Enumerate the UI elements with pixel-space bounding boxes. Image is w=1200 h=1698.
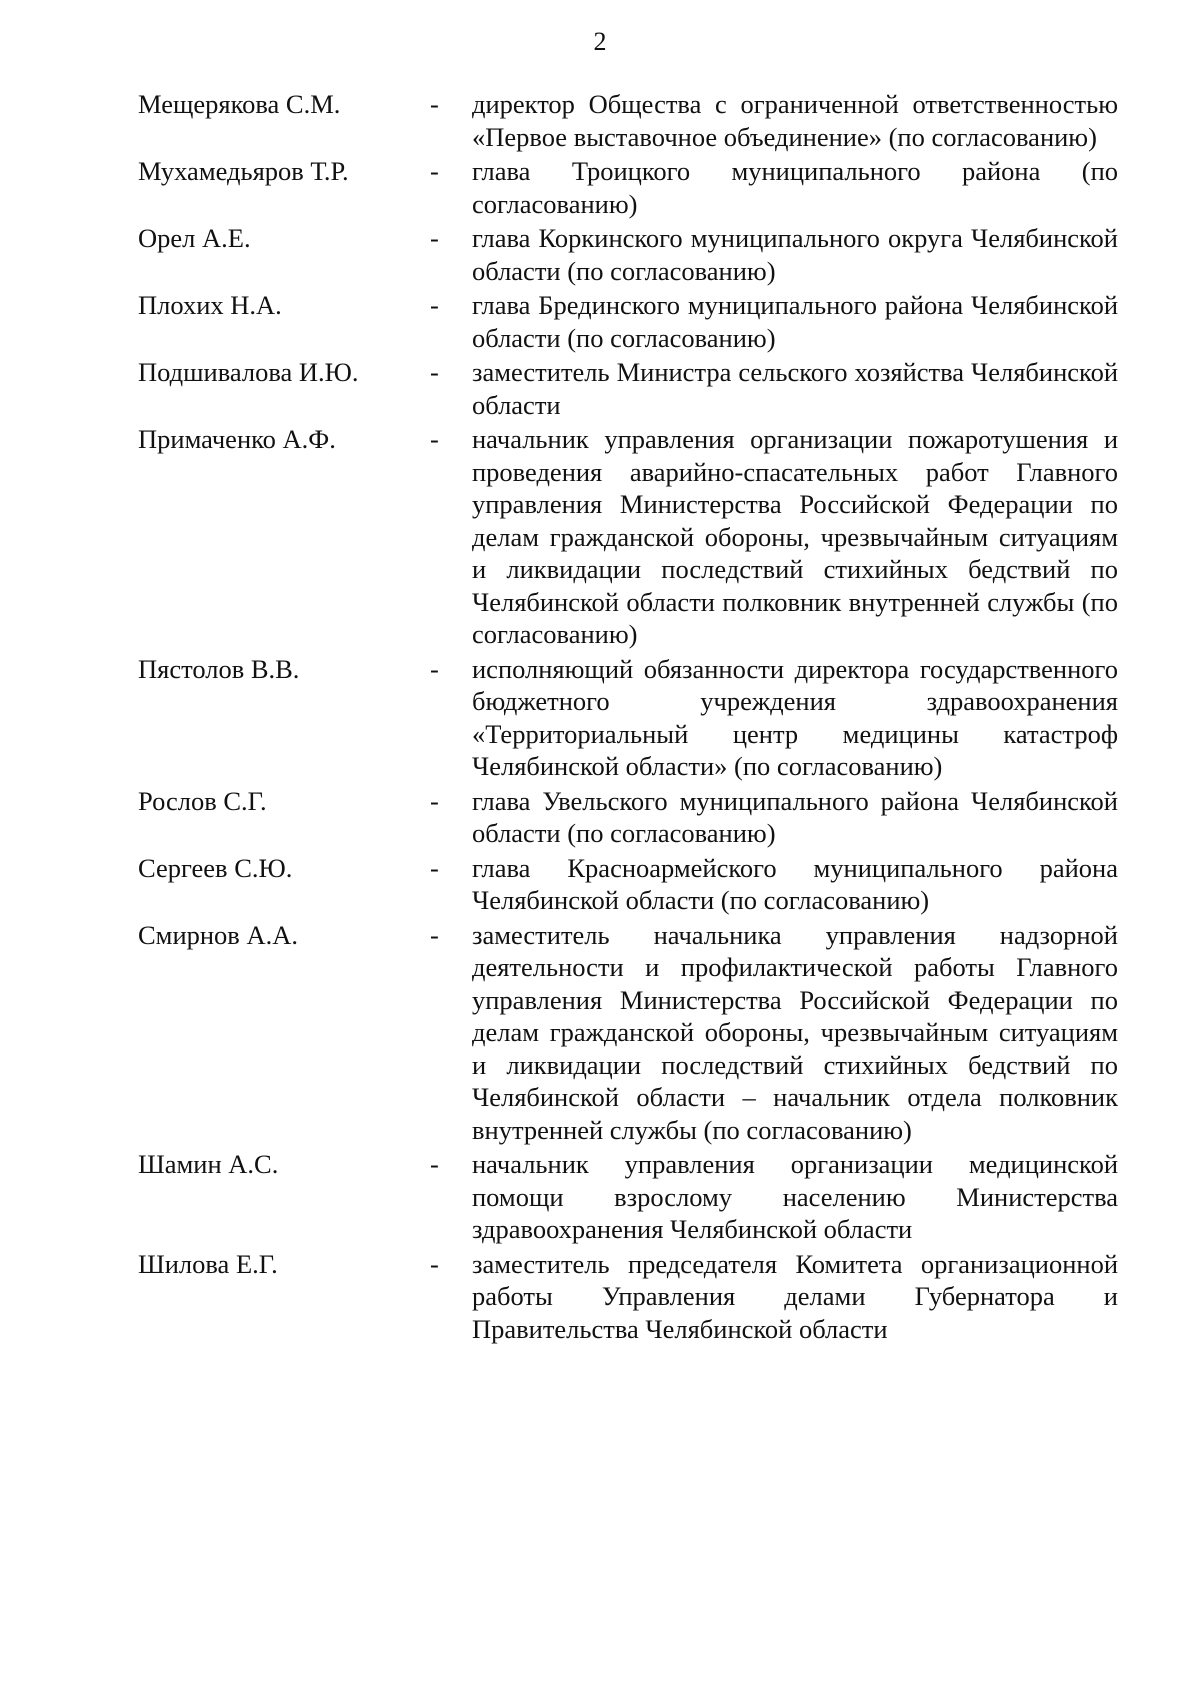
member-role: заместитель начальника управления надзорной деятельности и профилактической работы Главного управления Министерства Российской Федерации по делам гражданской обороны, чрезвычайным ситуациям и ликвидации последствий стихийных бедствий по Челябинской области – начальник отдела полковник внутренней службы (по согласованию): [472, 919, 1118, 1145]
list-item: [138, 785, 1118, 850]
list-item: [138, 852, 1118, 917]
list-item: [138, 222, 1118, 287]
member-role: исполняющий обязанности директора государственного бюджетного учреждения здравоохранения «Территориальный центр медицины катастроф Челябинской области» (по согласованию): [472, 653, 1118, 781]
member-name: Подшивалова И.Ю.: [138, 357, 359, 387]
list-item: [138, 88, 1118, 153]
member-role: заместитель Министра сельского хозяйства Челябинской области: [472, 357, 1118, 420]
member-dash: -: [430, 852, 439, 883]
members-list: [138, 88, 1118, 1347]
member-dash: -: [430, 653, 439, 684]
member-dash: -: [430, 424, 439, 454]
member-dash: -: [430, 785, 439, 816]
member-name: Рослов С.Г.: [138, 785, 267, 816]
member-role: глава Увельского муниципального района Челябинской области (по согласованию): [472, 785, 1118, 848]
member-role: глава Брединского муниципального района Челябинской области (по согласованию): [472, 290, 1118, 353]
list-item: [138, 289, 1118, 354]
member-name: Орел А.Е.: [138, 223, 251, 253]
list-item: [138, 155, 1118, 220]
member-dash: -: [430, 89, 439, 119]
member-role: заместитель председателя Комитета организационной работы Управления делами Губернатора и Правительства Челябинской области: [472, 1248, 1118, 1344]
member-name: Мещерякова С.М.: [138, 89, 341, 119]
list-item: [138, 653, 1118, 783]
member-name: Пястолов В.В.: [138, 653, 300, 684]
member-dash: -: [430, 919, 439, 950]
member-name: Смирнов А.А.: [138, 919, 298, 950]
member-role: директор Общества с ограниченной ответственностью «Первое выставочное объединение» (по согласованию): [472, 89, 1118, 152]
member-dash: -: [430, 357, 439, 387]
member-role: глава Коркинского муниципального округа Челябинской области (по согласованию): [472, 223, 1118, 286]
member-dash: -: [430, 156, 439, 186]
list-item: [138, 919, 1118, 1147]
member-role: глава Красноармейского муниципального района Челябинской области (по согласованию): [472, 852, 1118, 915]
member-role: начальник управления организации пожаротушения и проведения аварийно-спасательных работ Главного управления Министерства Российской Федерации по делам гражданской обороны, чрезвычайным ситуациям и ликвидации последствий стихийных бедствий по Челябинской области полковник внутренней службы (по согласованию): [472, 424, 1118, 649]
member-dash: -: [430, 223, 439, 253]
member-name: Сергеев С.Ю.: [138, 852, 293, 883]
member-dash: -: [430, 290, 439, 320]
list-item: [138, 356, 1118, 421]
member-name: Шамин А.С.: [138, 1149, 279, 1179]
member-dash: -: [430, 1149, 439, 1179]
member-name: Мухамедьяров Т.Р.: [138, 156, 349, 186]
member-role: начальник управления организации медицинской помощи взрослому населению Министерства здравоохранения Челябинской области: [472, 1149, 1118, 1244]
member-name: Примаченко А.Ф.: [138, 424, 336, 454]
list-item: [138, 1148, 1118, 1246]
member-dash: -: [430, 1248, 439, 1279]
member-name: Шилова Е.Г.: [138, 1248, 278, 1279]
list-item: [138, 1248, 1118, 1346]
list-item: [138, 423, 1118, 651]
member-name: Плохих Н.А.: [138, 290, 282, 320]
page-number: 2: [593, 27, 607, 56]
member-role: глава Троицкого муниципального района (по согласованию): [472, 156, 1118, 219]
